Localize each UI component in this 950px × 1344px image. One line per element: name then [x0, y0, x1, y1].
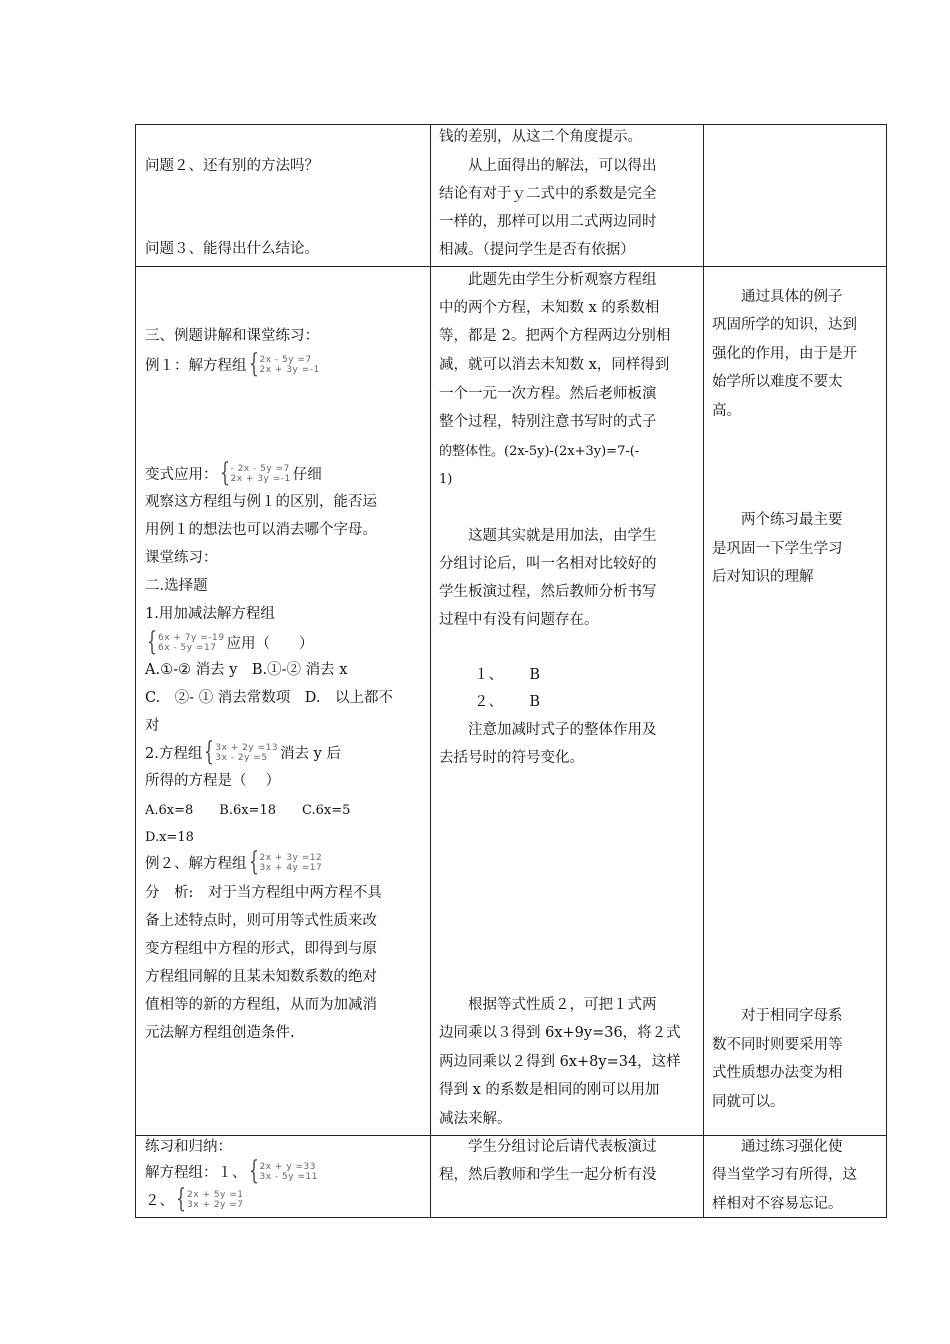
row2-mid-line: 过程中有没有问题存在。: [439, 612, 599, 628]
question-2-line-2: 所得的方程是（ ）: [145, 773, 281, 789]
question-1-options-cd-cont: 对: [145, 718, 160, 734]
question-2: 问题２、还有别的方法吗？: [145, 158, 319, 174]
row2-mid-line: 去括号时的符号变化。: [439, 750, 584, 766]
row1-mid-line: 钱的差别，从这二个角度提示。: [439, 129, 642, 145]
question-2-option-d: D.x=18: [145, 830, 194, 845]
practice-problem-1: 解方程组：１、 { 2x + y =33 3x - 5y =11: [145, 1156, 318, 1186]
equation-system: { 2x + y =33 3x - 5y =11: [248, 1156, 318, 1186]
row2-mid-line: 两边同乘以２得到 6x+8y=34，这样: [439, 1054, 681, 1070]
equation-system: { - 2x - 5y =7 2x + 3y =-1: [219, 458, 291, 488]
row2-right-line: 后对知识的理解: [712, 569, 814, 585]
row2-mid-line: 1): [439, 472, 453, 487]
row2-right-line: 始学所以难度不要太: [712, 374, 843, 390]
section-heading: 三、例题讲解和课堂练习：: [145, 328, 319, 344]
question-2-line-1: 2.方程组 { 3x + 2y =13 3x - 2y =5 消去 y 后: [145, 737, 341, 767]
example-2: 例２、解方程组 { 2x + 3y =12 3x + 4y =17: [145, 847, 323, 877]
row2-right-line: 对于相同字母系: [712, 1008, 843, 1024]
column-divider: [703, 125, 704, 1217]
row3-right-line: 得当堂学习有所得，这: [712, 1167, 857, 1183]
question-3: 问题３、能得出什么结论。: [145, 241, 319, 257]
question-2-options-abc: A.6x=8 B.6x=18 C.6x=5: [145, 803, 351, 818]
variant-line-2: 观察这方程组与例１的区别，能否运: [145, 494, 377, 510]
practice-problem-2: ２、 { 2x + 5y =1 3x + 2y =7: [145, 1184, 244, 1214]
question-1: 1.用加减法解方程组: [145, 606, 275, 622]
row2-mid-line: 此题先由学生分析观察方程组: [439, 272, 657, 288]
row1-mid-line: 从上面得出的解法，可以得出: [439, 158, 657, 174]
row3-right-line: 通过练习强化使: [712, 1139, 843, 1155]
row2-mid-line: 中的两个方程，未知数 x 的系数相: [439, 300, 660, 316]
row2-right-line: 同就可以。: [712, 1094, 785, 1110]
row1-mid-line: 结论有对于ｙ二式中的系数是完全: [439, 186, 657, 202]
row2-mid-line: 一个一元一次方程。然后老师板演: [439, 386, 657, 402]
row2-mid-line: 的整体性。(2x-5y)-(2x+3y)=7-(-: [439, 444, 640, 459]
row2-right-line: 两个练习最主要: [712, 512, 843, 528]
row2-mid-line: 等，都是 2。把两个方程两边分别相: [439, 328, 671, 344]
row3-right-line: 样相对不容易忘记。: [712, 1196, 843, 1212]
equation-system: { 2x + 5y =1 3x + 2y =7: [176, 1184, 244, 1214]
column-divider: [430, 125, 431, 1217]
row2-right-line: 数不同时则要采用等: [712, 1037, 843, 1053]
row2-right-line: 强化的作用，由于是开: [712, 346, 857, 362]
variant-line-1: 变式应用： { - 2x - 5y =7 2x + 3y =-1 仔细: [145, 458, 322, 488]
row2-mid-line: 这题其实就是用加法，由学生: [439, 528, 657, 544]
row2-right-line: 式性质想办法变为相: [712, 1065, 843, 1081]
row2-mid-line: 根据等式性质２，可把１式两: [439, 997, 657, 1013]
analysis-line: 元法解方程组创造条件.: [145, 1025, 295, 1041]
row2-mid-line: 减，就可以消去未知数 x，同样得到: [439, 357, 670, 373]
choice-heading: 二.选择题: [145, 578, 208, 594]
row1-mid-line: 相减。（提问学生是否有依据）: [439, 242, 635, 258]
row-divider: [136, 1135, 886, 1136]
row1-mid-line: 一样的，那样可以用二式两边同时: [439, 214, 657, 230]
row2-right-line: 巩固所学的知识，达到: [712, 317, 857, 333]
row2-right-line: 是巩固一下学生学习: [712, 541, 843, 557]
analysis-line: 方程组同解的且某未知数系数的绝对: [145, 969, 377, 985]
row3-mid-line: 学生分组讨论后请代表板演过: [439, 1139, 657, 1155]
row2-right-line: 通过具体的例子: [712, 289, 843, 305]
analysis-line: 变方程组中方程的形式，即得到与原: [145, 941, 377, 957]
row2-mid-line: 学生板演过程，然后教师分析书写: [439, 584, 657, 600]
practice-heading: 课堂练习：: [145, 550, 218, 566]
practice-summary-heading: 练习和归纳：: [145, 1139, 232, 1155]
row2-mid-line: 得到 x 的系数是相同的刚可以用加: [439, 1082, 660, 1098]
equation-system: { 2x + 3y =12 3x + 4y =17: [248, 847, 323, 877]
example-1: 例１：解方程组 { 2x - 5y =7 2x + 3y =-1: [145, 349, 320, 379]
variant-line-3: 用例１的想法也可以消去哪个字母。: [145, 522, 377, 538]
row3-mid-line: 程，然后教师和学生一起分析有没: [439, 1167, 657, 1183]
answer-1: １、 B: [474, 667, 541, 683]
question-1-options-cd: C. ②- ① 消去常数项 D. 以上都不: [145, 690, 394, 706]
row-divider: [136, 266, 886, 267]
question-1-system: { 6x + 7y =-19 6x - 5y =17 应用（ ）: [147, 627, 314, 657]
row2-mid-line: 边同乘以３得到 6x+9y=36，将２式: [439, 1025, 681, 1041]
equation-system: { 6x + 7y =-19 6x - 5y =17: [147, 627, 225, 657]
row2-mid-line: 减法来解。: [439, 1111, 512, 1127]
question-1-options-ab: A.①-② 消去 y B.①-② 消去 x: [145, 662, 348, 678]
analysis-line: 备上述特点时，则可用等式性质来改: [145, 913, 377, 929]
row2-mid-line: 整个过程，特别注意书写时的式子: [439, 414, 657, 430]
row2-right-line: 高。: [712, 403, 741, 419]
equation-system: { 3x + 2y =13 3x - 2y =5: [204, 737, 279, 767]
analysis-line: 值相等的新的方程组，从而为加减消: [145, 997, 377, 1013]
row2-mid-line: 注意加减时式子的整体作用及: [439, 722, 657, 738]
answer-2: ２、 B: [474, 694, 541, 710]
analysis-line: 分 析: 对于当方程组中两方程不具: [145, 885, 382, 901]
equation-system: { 2x - 5y =7 2x + 3y =-1: [248, 349, 320, 379]
row2-mid-line: 分组讨论后，叫一名相对比较好的: [439, 556, 657, 572]
